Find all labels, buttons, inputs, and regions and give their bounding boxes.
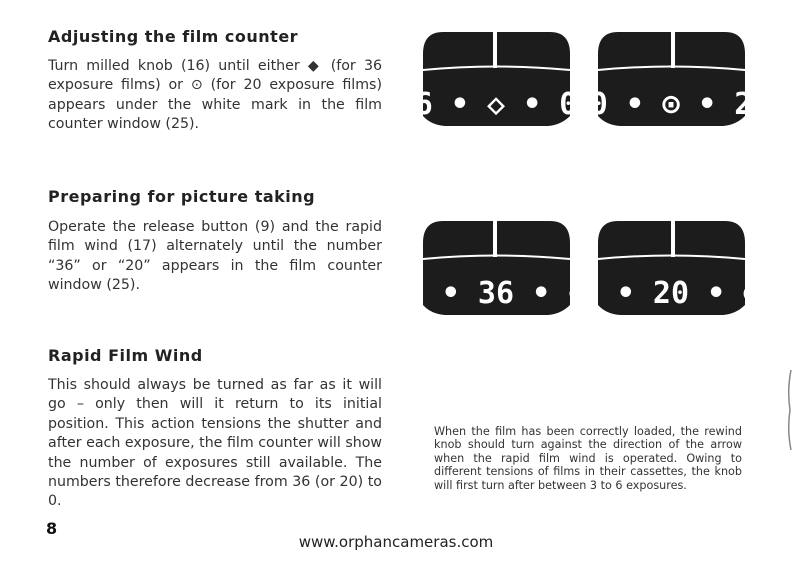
counter-readout-4: 8 • 20 • ⊙ — [580, 276, 762, 311]
film-counter-window-4 — [580, 219, 762, 317]
heading-preparing-picture-taking: Preparing for picture taking — [48, 187, 316, 206]
counter-readout-2: 0 • ⊙ • 2 — [589, 87, 753, 122]
side-note-rewind-knob: When the film has been correctly loaded, the rewind knob should turn against the direction of the arrow when the rapid film wind is operated. Owing to different tensions of films in their cassettes, the knob will first turn after between 3 to 6 exposures. — [434, 425, 742, 492]
footer-url: www.orphancameras.com — [298, 533, 494, 551]
counter-readout-1: 6 • ◇ • 0 — [414, 87, 578, 122]
film-counter-window-3 — [405, 219, 587, 317]
paragraph-rapid-film-wind: This should always be turned as far as it will go – only then will it return to its initial position. This action tensions the shutter and after each exposure, the film counter will show the number of exposures still available. The numbers therefore decrease from 36 (or 20) to 0. — [48, 377, 382, 510]
paragraph-adjusting-film-counter: Turn milled knob (16) until either ◆ (for 36 exposure films) or ⊙ (for 20 exposure films) appears under the white mark in the film counter window (25). — [48, 58, 382, 133]
paragraph-preparing-picture-taking: Operate the release button (9) and the rapid film wind (17) alternately until the number “36” or “20” appears in the film counter window (25). — [48, 219, 382, 294]
page-edge-mark — [786, 370, 792, 450]
film-counter-window-1 — [414, 30, 578, 128]
page-number: 8 — [46, 519, 58, 538]
heading-rapid-film-wind: Rapid Film Wind — [48, 346, 203, 365]
counter-readout-3: 4 • 36 • < — [405, 276, 587, 311]
film-counter-window-2 — [589, 30, 753, 128]
heading-adjusting-film-counter: Adjusting the film counter — [48, 27, 299, 46]
